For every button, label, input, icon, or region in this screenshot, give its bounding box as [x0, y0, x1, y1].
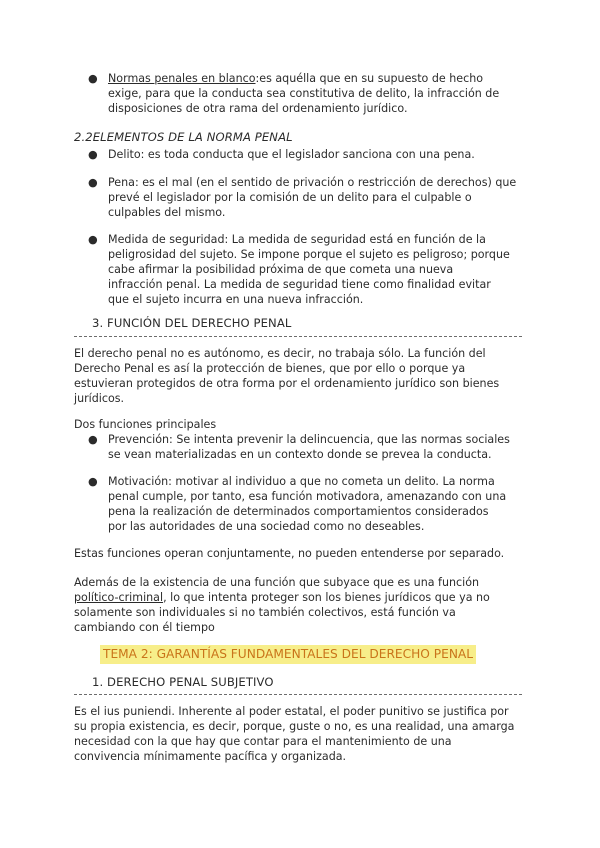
- medida-line: Medida de seguridad: La medida de seguridad está en función de la: [108, 233, 486, 246]
- paragraph-line: cambiando con él tiempo: [74, 621, 215, 634]
- dos-funciones-label: Dos funciones principales: [74, 418, 217, 431]
- medida-line: que el sujeto incurra en una nueva infracción.: [108, 293, 364, 306]
- medida-line: cabe afirmar la posibilidad próxima de que cometa una nueva: [108, 263, 454, 276]
- paragraph-line: Derecho Penal es así la protección de bienes, que por ello o porque ya: [74, 362, 466, 375]
- paragraph-line: convivencia mínimamente pacífica y organizada.: [74, 750, 347, 763]
- paragraph-line: jurídicos.: [74, 392, 125, 405]
- motivacion-line: pena la realización de determinados comportamientos considerados: [108, 505, 489, 518]
- bullet-icon: ●: [88, 148, 98, 161]
- prevencion-line: Prevención: Se intenta prevenir la delincuencia, que las normas sociales: [108, 433, 510, 446]
- bullet-icon: ●: [88, 475, 98, 488]
- tema-2-title: TEMA 2: GARANTÍAS FUNDAMENTALES DEL DERECHO PENAL: [100, 645, 476, 664]
- paragraph-line: estuvieran protegidos de otra forma por el ordenamiento jurídico son bienes: [74, 377, 500, 390]
- term-politico-criminal: político-criminal: [74, 591, 164, 604]
- pena-line: Pena: es el mal (en el sentido de privación o restricción de derechos) que: [108, 176, 517, 189]
- delito-text: Delito: es toda conducta que el legislador sanciona con una pena.: [108, 148, 475, 161]
- bullet-icon: ●: [88, 176, 98, 189]
- paragraph-line: Además de la existencia de una función que subyace que es una función: [74, 576, 480, 589]
- paragraph-funcion: [74, 346, 530, 406]
- paragraph-line: Es el ius puniendi. Inherente al poder estatal, el poder punitivo se justifica por: [74, 705, 509, 718]
- section-heading-2-2: 2.2ELEMENTOS DE LA NORMA PENAL: [74, 130, 293, 144]
- section-divider: [74, 336, 522, 337]
- motivacion-line: penal cumple, por tanto, esa función motivadora, amenazando con una: [108, 490, 507, 503]
- paragraph-ius-puniendi: [74, 704, 530, 764]
- paragraph-line-rest: , lo que intenta proteger son los bienes jurídicos que ya no: [163, 591, 490, 604]
- paragraph-line: su propia existencia, es decir, porque, guste o no, es una realidad, una amarga: [74, 720, 515, 733]
- pena-line: prevé el legislador por la comisión de un delito para el culpable o: [108, 191, 472, 204]
- motivacion-line: Motivación: motivar al individuo a que no cometa un delito. La norma: [108, 475, 495, 488]
- normas-blanco-line: exige, para que la conducta sea constitutiva de delito, la infracción de: [108, 87, 500, 100]
- section-heading-3: 3. FUNCIÓN DEL DERECHO PENAL: [92, 316, 292, 330]
- section-divider: [74, 694, 522, 695]
- paragraph-ademas: [74, 575, 530, 635]
- medida-line: peligrosidad del sujeto. Se impone porque el sujeto es peligroso; porque: [108, 248, 510, 261]
- normas-blanco-text: :es aquélla que en su supuesto de hecho: [255, 72, 484, 85]
- paragraph-line: solamente son individuales si no también colectivos, está función va: [74, 606, 456, 619]
- paragraph-line: necesidad con la que hay que contar para el mantenimiento de una: [74, 735, 452, 748]
- paragraph-conjunta: Estas funciones operan conjuntamente, no pueden entenderse por separado.: [74, 547, 505, 560]
- medida-line: infracción penal. La medida de seguridad tiene como finalidad evitar: [108, 278, 491, 291]
- bullet-icon: ●: [88, 72, 98, 85]
- pena-line: culpables del mismo.: [108, 206, 226, 219]
- normas-blanco-line: disposiciones de otra rama del ordenamiento jurídico.: [108, 102, 408, 115]
- term-normas-penales-en-blanco: Normas penales en blanco: [108, 72, 256, 85]
- bullet-icon: ●: [88, 233, 98, 246]
- section-heading-tema2-1: 1. DERECHO PENAL SUBJETIVO: [92, 675, 274, 689]
- motivacion-line: por las autoridades de una sociedad como no deseables.: [108, 520, 425, 533]
- paragraph-line: El derecho penal no es autónomo, es decir, no trabaja sólo. La función del: [74, 347, 486, 360]
- prevencion-line: se vean materializadas en un contexto donde se prevea la conducta.: [108, 448, 492, 461]
- bullet-icon: ●: [88, 433, 98, 446]
